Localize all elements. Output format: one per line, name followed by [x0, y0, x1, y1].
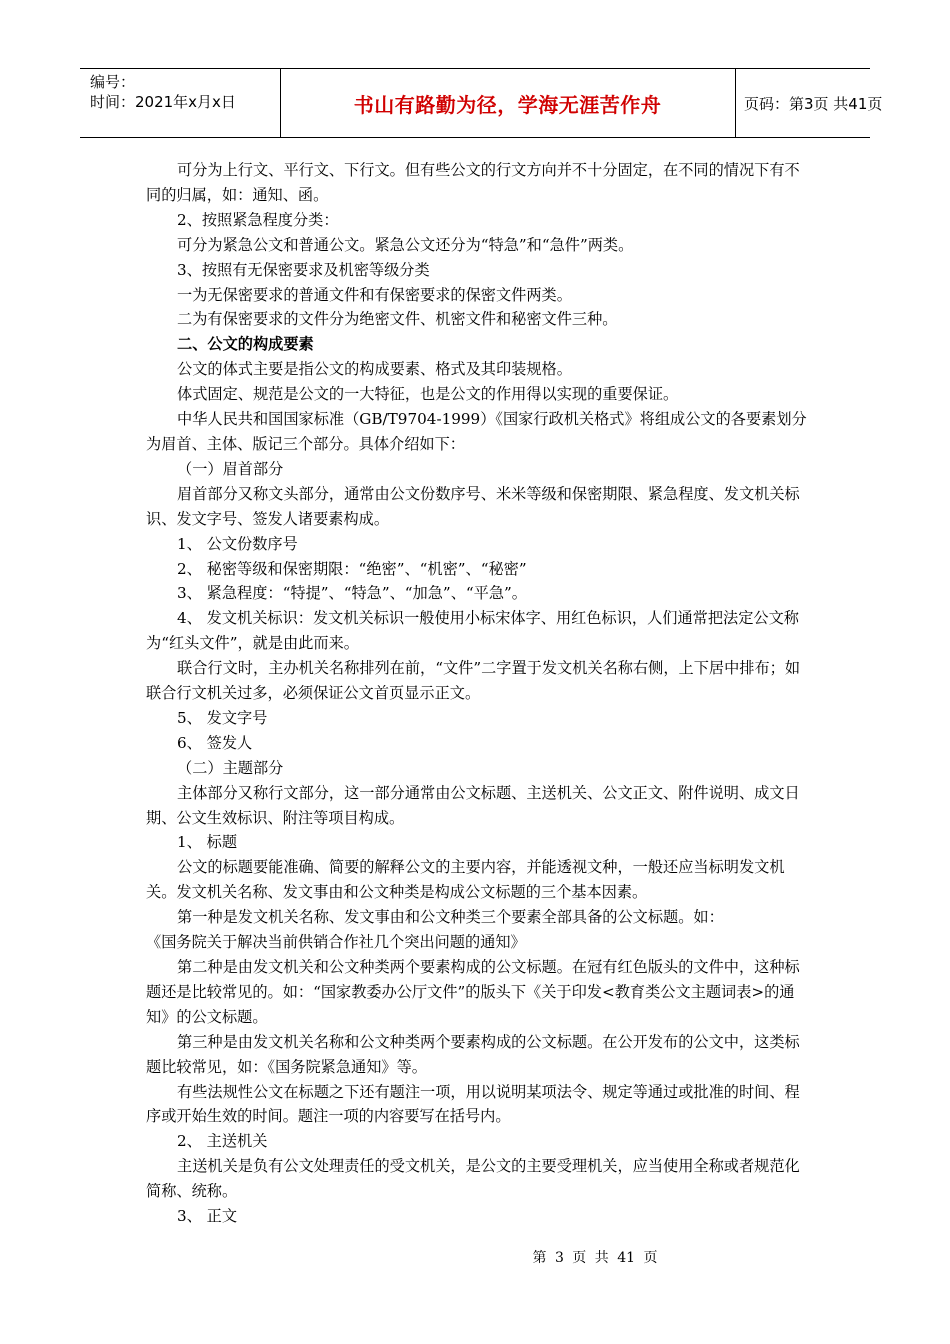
- list-item: 4、 发文机关标识：发文机关标识一般使用小标宋体字、用红色标识，人们通常把法定公文称为“红头文件”，就是由此而来。: [146, 609, 799, 653]
- paragraph: 一为无保密要求的普通文件和有保密要求的保密文件两类。: [177, 285, 572, 304]
- paragraph: 公文的标题要能准确、简要的解释公文的主要内容，并能透视文种，一般还应当标明发文机关。发文机关名称、发文事由和公文种类是构成公文标题的三个基本因素。: [146, 858, 785, 902]
- paragraph: 可分为上行文、平行文、下行文。但有些公文的行文方向并不十分固定，在不同的情况下有不同的归属，如：通知、函。: [146, 161, 800, 204]
- list-item: 2、 秘密等级和保密期限：“绝密”、“机密”、“秘密”: [177, 559, 527, 578]
- section-heading: 二、公文的构成要素: [177, 335, 314, 354]
- document-date-label: 时间：2021年x月x日: [90, 93, 236, 111]
- document-number-label: 编号：: [90, 73, 136, 91]
- paragraph: 体式固定、规范是公文的一大特征，也是公文的作用得以实现的重要保证。: [177, 385, 679, 404]
- subsection-heading: （一）眉首部分: [177, 459, 284, 478]
- header-meta-cell: [80, 69, 281, 137]
- paragraph: 《国务院关于解决当前供销合作社几个突出问题的通知》: [146, 933, 526, 952]
- subsection-heading: （二）主题部分: [177, 758, 284, 777]
- list-item: 2、 主送机关: [177, 1132, 268, 1151]
- page-footer: [0, 1247, 950, 1267]
- paragraph: 眉首部分又称文头部分，通常由公文份数序号、米米等级和保密期限、紧急程度、发文机关标识、发文字号、签发人诸要素构成。: [146, 484, 800, 528]
- paragraph: 第三种是由发文机关名称和公文种类两个要素构成的公文标题。在公开发布的公文中，这类标题比较常见，如：《国务院紧急通知》等。: [146, 1032, 800, 1076]
- list-item: 3、 紧急程度：“特提”、“特急”、“加急”、“平急”。: [177, 584, 527, 603]
- list-item: 3、 正文: [177, 1207, 238, 1226]
- document-body: [146, 158, 812, 1229]
- paragraph: 联合行文时，主办机关名称排列在前，“文件”二字置于发文机关名称右侧，上下居中排布；如联合行文机关过多，必须保证公文首页显示正文。: [146, 659, 801, 703]
- list-item: 6、 签发人: [177, 733, 253, 752]
- paragraph: 3、按照有无保密要求及机密等级分类: [177, 260, 430, 279]
- footer-page-number: 第 3 页 共 41 页: [532, 1250, 658, 1266]
- paragraph: 二为有保密要求的文件分为绝密文件、机密文件和秘密文件三种。: [177, 310, 618, 329]
- paragraph: 主送机关是负有公文处理责任的受文机关，是公文的主要受理机关，应当使用全称或者规范化简称、统称。: [146, 1157, 800, 1201]
- header-motto: 书山有路勤为径，学海无涯苦作舟: [353, 92, 662, 117]
- list-item: 1、 标题: [177, 833, 238, 852]
- paragraph: 第二种是由发文机关和公文种类两个要素构成的公文标题。在冠有红色版头的文件中，这种标题还是比较常见的。如：“国家教委办公厅文件”的版头下《关于印发<教育类公文主题词表>的通知》的公文标题。: [146, 958, 800, 1026]
- paragraph: 公文的体式主要是指公文的构成要素、格式及其印装规格。: [177, 360, 572, 379]
- list-item: 5、 发文字号: [177, 708, 268, 727]
- header-page-info: 页码：第3页 共41页: [744, 94, 883, 113]
- list-item: 1、 公文份数序号: [177, 534, 298, 553]
- header-page-cell: [736, 69, 883, 137]
- paragraph: 主体部分又称行文部分，这一部分通常由公文标题、主送机关、公文正文、附件说明、成文日期、公文生效标识、附注等项目构成。: [146, 783, 800, 827]
- paragraph: 可分为紧急公文和普通公文。紧急公文还分为“特急”和“急件”两类。: [177, 235, 634, 254]
- paragraph: 第一种是发文机关名称、发文事由和公文种类三个要素全部具备的公文标题。如：: [177, 908, 724, 927]
- header-motto-cell: [280, 69, 736, 137]
- paragraph: 中华人民共和国国家标准（GB/T9704-1999）《国家行政机关格式》将组成公文的各要素划分为眉首、主体、版记三个部分。具体介绍如下：: [146, 410, 807, 453]
- paragraph: 有些法规性公文在标题之下还有题注一项，用以说明某项法令、规定等通过或批准的时间、程序或开始生效的时间。题注一项的内容要写在括号内。: [146, 1082, 800, 1126]
- page-header: [80, 68, 883, 138]
- paragraph: 2、按照紧急程度分类：: [177, 210, 339, 229]
